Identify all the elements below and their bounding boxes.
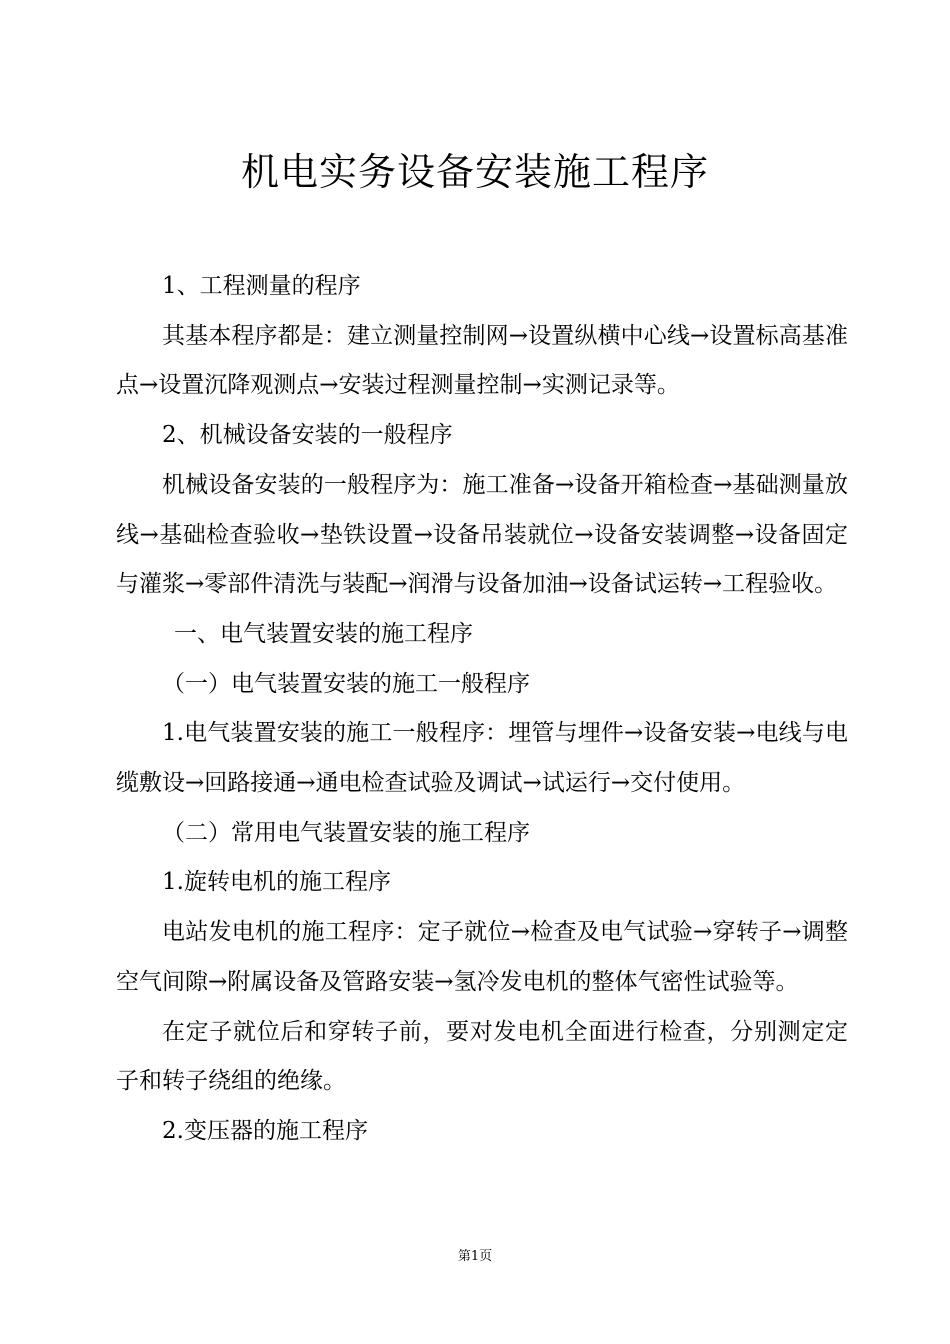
subsection-heading-electrical-general: （一）电气装置安装的施工一般程序: [162, 670, 530, 697]
section-heading-survey: 1、工程测量的程序: [162, 273, 361, 299]
paragraph-generator-inspection: 在定子就位后和穿转子前，要对发电机全面进行检查，分别测定定子和转子绕组的绝缘。: [116, 1018, 848, 1095]
page-number: 第1页: [457, 1249, 493, 1264]
paragraph-electrical-general: 1.电气装置安装的施工一般程序：埋管与埋件→设备安装→电线与电缆敷设→回路接通→通电检查试验及调试→试运行→交付使用。: [116, 720, 848, 797]
paragraph-survey-procedure: 其基本程序都是：建立测量控制网→设置纵横中心线→设置标高基准点→设置沉降观测点→安装过程测量控制→实测记录等。: [116, 322, 848, 399]
subsection-heading-electrical-common: （二）常用电气装置安装的施工程序: [162, 819, 530, 846]
section-heading-mechanical: 2、机械设备安装的一般程序: [162, 422, 453, 449]
document-title: 机电实务设备安装施工程序: [240, 150, 709, 194]
paragraph-generator-procedure: 电站发电机的施工程序：定子就位→检查及电气试验→穿转子→调整空气间隙→附属设备及管路安装→氢冷发电机的整体气密性试验等。: [116, 919, 848, 995]
document-body: [116, 262, 848, 1157]
item-heading-rotating-motor: 1.旋转电机的施工程序: [162, 869, 391, 896]
paragraph-mechanical-procedure: 机械设备安装的一般程序为：施工准备→设备开箱检查→基础测量放线→基础检查验收→垫铁设置→设备吊装就位→设备安装调整→设备固定与灌浆→零部件清洗与装配→润滑与设备加油→设备试运转→工程验收。: [116, 471, 848, 598]
section-heading-electrical: 一、电气装置安装的施工程序: [174, 620, 473, 647]
item-heading-transformer: 2.变压器的施工程序: [162, 1117, 368, 1144]
